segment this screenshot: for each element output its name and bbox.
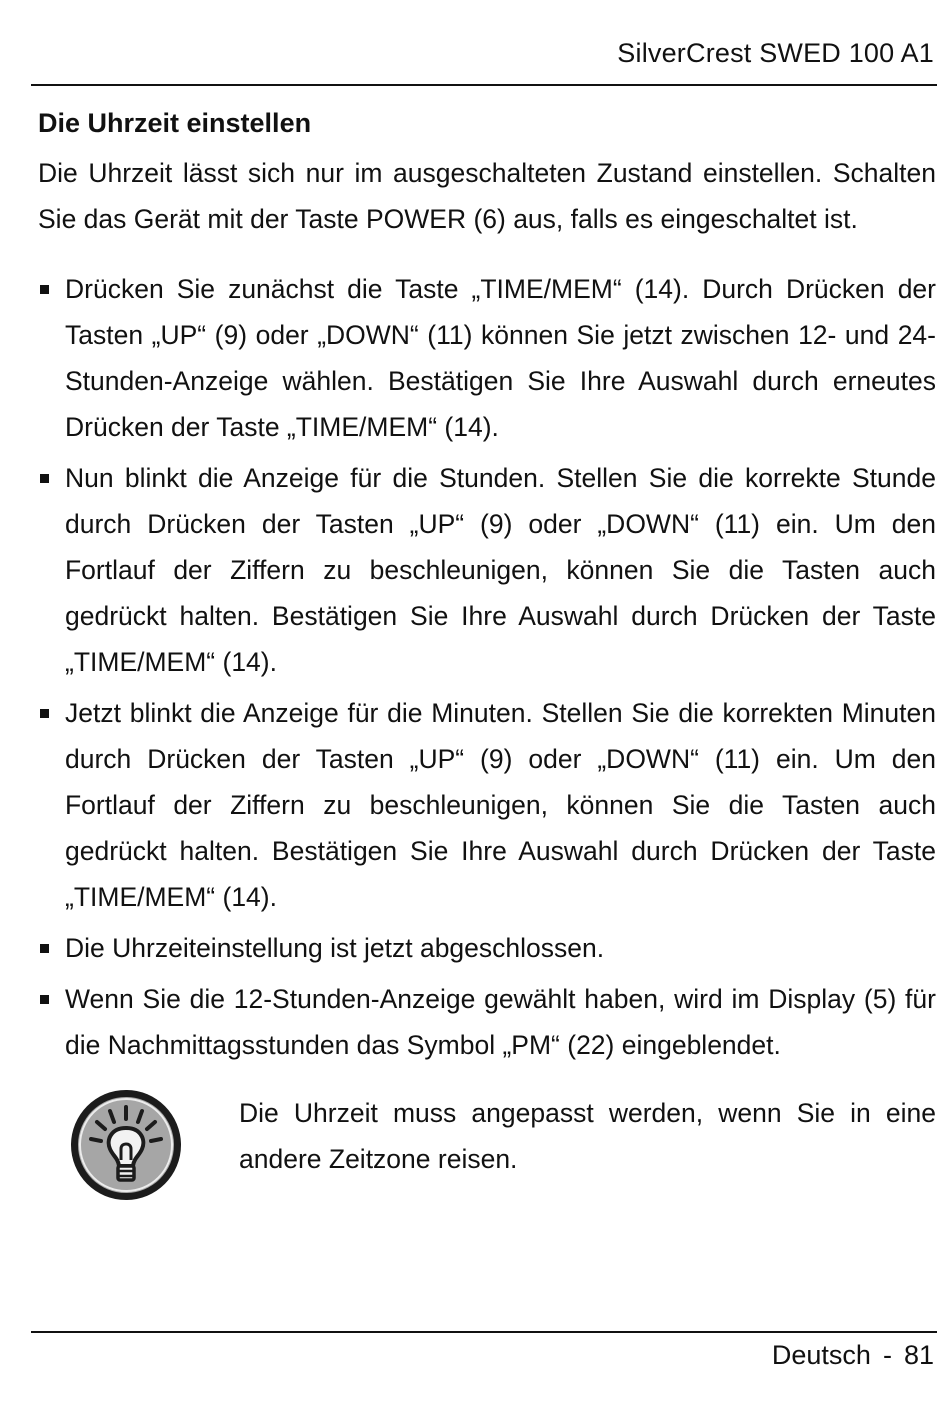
intro-paragraph: Die Uhrzeit lässt sich nur im ausgeschalteten Zustand einstellen. Schalten Sie das Gerät mit der Taste POWER (6) aus, falls es eingeschaltet ist. <box>38 158 936 234</box>
section-heading: Die Uhrzeit einstellen <box>38 108 312 138</box>
list-item <box>38 455 936 685</box>
list-item <box>38 266 936 450</box>
list-item-text: Nun blinkt die Anzeige für die Stunden. Stellen Sie die korrekte Stunde durch Drücken der Tasten „UP“ (9) oder „DOWN“ (11) ein. Um den Fortlauf der Ziffern zu beschleunigen, können Sie die Tasten auch gedrückt halten. Bestätigen Sie Ihre Auswahl durch Drücken der Taste „TIME/MEM“ (14). <box>65 463 936 677</box>
list-item-text: Jetzt blinkt die Anzeige für die Minuten. Stellen Sie die korrekten Minuten durch Drücken der Tasten „UP“ (9) oder „DOWN“ (11) ein. Um den Fortlauf der Ziffern zu beschleunigen, können Sie die Tasten auch gedrückt halten. Bestätigen Sie Ihre Auswahl durch Drücken der Taste „TIME/MEM“ (14). <box>65 698 936 912</box>
list-item <box>38 976 936 1068</box>
footer-divider <box>31 1331 937 1333</box>
bullet-icon <box>40 995 49 1004</box>
bullet-icon <box>40 285 49 294</box>
list-item-text: Die Uhrzeiteinstellung ist jetzt abgeschlossen. <box>65 933 605 963</box>
document-header-title: SilverCrest SWED 100 A1 <box>617 38 934 68</box>
list-item-text: Wenn Sie die 12-Stunden-Anzeige gewählt haben, wird im Display (5) für die Nachmittagsstunden das Symbol „PM“ (22) eingeblendet. <box>65 984 936 1060</box>
footer-separator: - <box>882 1340 892 1370</box>
tip-text: Die Uhrzeit muss angepasst werden, wenn Sie in eine andere Zeitzone reisen. <box>239 1098 936 1174</box>
footer-language: Deutsch <box>771 1340 871 1370</box>
list-item-text: Drücken Sie zunächst die Taste „TIME/MEM“ (14). Durch Drücken der Tasten „UP“ (9) oder „DOWN“ (11) können Sie jetzt zwischen 12- und 24-Stunden-Anzeige wählen. Bestätigen Sie Ihre Auswahl durch erneutes Drücken der Taste „TIME/MEM“ (14). <box>65 274 936 442</box>
instruction-list <box>38 266 936 1073</box>
lightbulb-icon <box>67 1086 185 1204</box>
bullet-icon <box>40 474 49 483</box>
bullet-icon <box>40 709 49 718</box>
header-divider <box>31 84 937 86</box>
page-number: 81 <box>903 1340 934 1370</box>
page-footer <box>772 1340 934 1371</box>
list-item <box>38 925 936 971</box>
list-item <box>38 690 936 920</box>
bullet-icon <box>40 944 49 953</box>
